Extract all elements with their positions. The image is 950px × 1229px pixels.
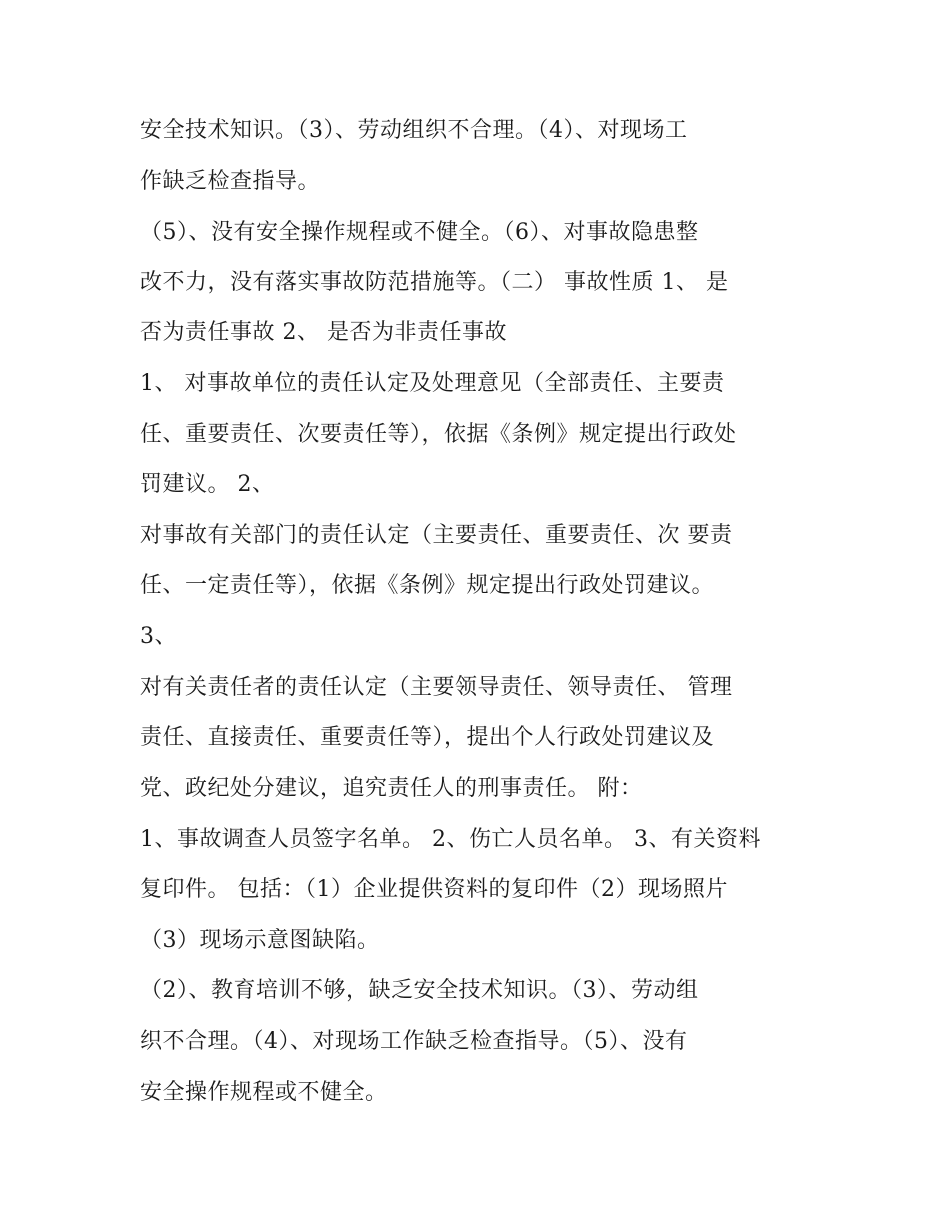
- text-line: 党、政纪处分建议，追究责任人的刑事责任。 附：: [140, 776, 643, 801]
- text-line: 1、事故调查人员签字名单。 2、伤亡人员名单。 3、有关资料: [140, 827, 761, 852]
- text-line: （3）现场示意图缺陷。: [140, 928, 380, 953]
- text-line: 罚建议。 2、: [140, 472, 275, 497]
- text-line: 复印件。 包括：（1）企业提供资料的复印件（2）现场照片: [140, 877, 728, 902]
- text-line: 责任、直接责任、重要责任等），提出个人行政处罚建议及: [140, 725, 715, 750]
- text-line: （5）、没有安全操作规程或不健全。（6）、对事故隐患整: [140, 220, 699, 245]
- text-line: 织不合理。（4）、对现场工作缺乏检查指导。（5）、没有: [140, 1029, 688, 1054]
- text-line: 任、一定责任等），依据《条例》规定提出行政处罚建议。: [140, 573, 715, 598]
- text-line: 1、 对事故单位的责任认定及处理意见（全部责任、主要责: [140, 371, 725, 396]
- text-line: 对有关责任者的责任认定（主要领导责任、领导责任、 管理: [140, 675, 733, 700]
- text-line: 对事故有关部门的责任认定（主要责任、重要责任、次 要责: [140, 523, 733, 548]
- text-line: （2）、教育培训不够，缺乏安全技术知识。（3）、劳动组: [140, 978, 699, 1003]
- text-line: 改不力，没有落实事故防范措施等。（二） 事故性质 1、 是: [140, 270, 729, 295]
- text-line: 作缺乏检查指导。: [140, 169, 321, 194]
- text-line: 安全技术知识。（3）、劳动组织不合理。（4）、对现场工: [140, 118, 688, 143]
- text-line: 3、: [140, 624, 177, 649]
- text-line: 否为责任事故 2、 是否为非责任事故: [140, 320, 507, 345]
- text-line: 安全操作规程或不健全。: [140, 1080, 388, 1105]
- text-line: 任、重要责任、次要责任等），依据《条例》规定提出行政处: [140, 422, 737, 447]
